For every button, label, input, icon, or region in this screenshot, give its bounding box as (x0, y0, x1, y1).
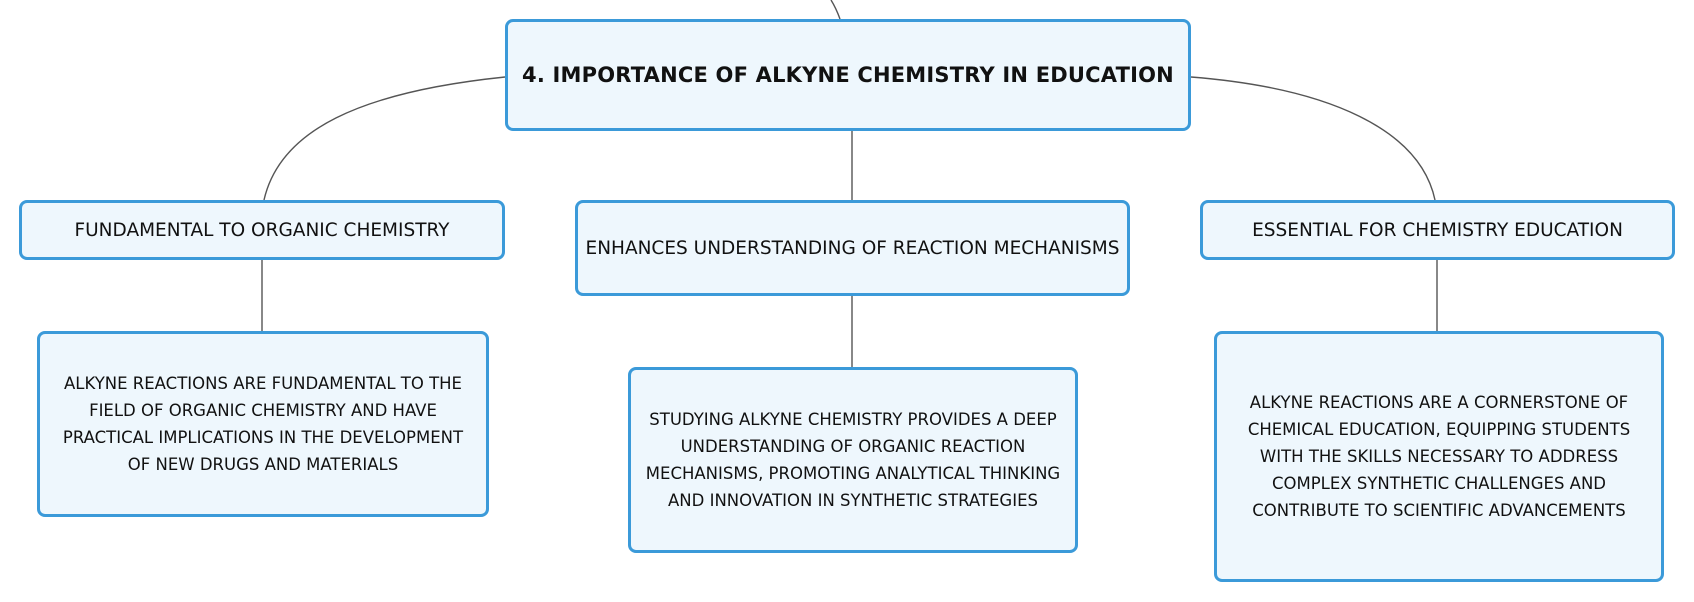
detail-line: MECHANISMS, PROMOTING ANALYTICAL THINKING (645, 464, 1061, 483)
detail-line: ALKYNE REACTIONS ARE A CORNERSTONE OF (1249, 393, 1629, 412)
detail-text (63, 370, 463, 478)
root-topic-node[interactable] (505, 19, 1191, 131)
detail-node-reaction-mechanisms[interactable] (628, 367, 1078, 553)
detail-line: CHEMICAL EDUCATION, EQUIPPING STUDENTS (1247, 420, 1631, 439)
branch-label: ESSENTIAL FOR CHEMISTRY EDUCATION (1252, 219, 1623, 241)
detail-line: COMPLEX SYNTHETIC CHALLENGES AND (1271, 474, 1606, 493)
connector-to-parent (831, 0, 840, 19)
detail-line: FIELD OF ORGANIC CHEMISTRY AND HAVE (89, 401, 437, 420)
root-topic-title: 4. IMPORTANCE OF ALKYNE CHEMISTRY IN EDUCATION (522, 63, 1174, 87)
detail-line: AND INNOVATION IN SYNTHETIC STRATEGIES (668, 491, 1038, 510)
detail-line: STUDYING ALKYNE CHEMISTRY PROVIDES A DEEP (649, 410, 1057, 429)
detail-line: UNDERSTANDING OF ORGANIC REACTION (680, 437, 1026, 456)
detail-text (1248, 389, 1630, 524)
branch-node-chemistry-education[interactable] (1200, 200, 1675, 260)
detail-node-chemistry-education[interactable] (1214, 331, 1664, 582)
detail-line: CONTRIBUTE TO SCIENTIFIC ADVANCEMENTS (1252, 501, 1626, 520)
connector-root-to-branch-3 (1191, 77, 1435, 200)
detail-line: ALKYNE REACTIONS ARE FUNDAMENTAL TO THE (63, 374, 462, 393)
detail-line: PRACTICAL IMPLICATIONS IN THE DEVELOPMENT (62, 428, 464, 447)
detail-text (646, 406, 1060, 514)
branch-node-organic-chemistry[interactable] (19, 200, 505, 260)
detail-line: WITH THE SKILLS NECESSARY TO ADDRESS (1259, 447, 1619, 466)
detail-node-organic-chemistry[interactable] (37, 331, 489, 517)
connector-root-to-branch-1 (264, 77, 505, 200)
branch-node-reaction-mechanisms[interactable] (575, 200, 1130, 296)
branch-label: ENHANCES UNDERSTANDING OF REACTION MECHANISMS (585, 237, 1120, 259)
branch-label: FUNDAMENTAL TO ORGANIC CHEMISTRY (74, 219, 450, 241)
detail-line: OF NEW DRUGS AND MATERIALS (127, 455, 399, 474)
